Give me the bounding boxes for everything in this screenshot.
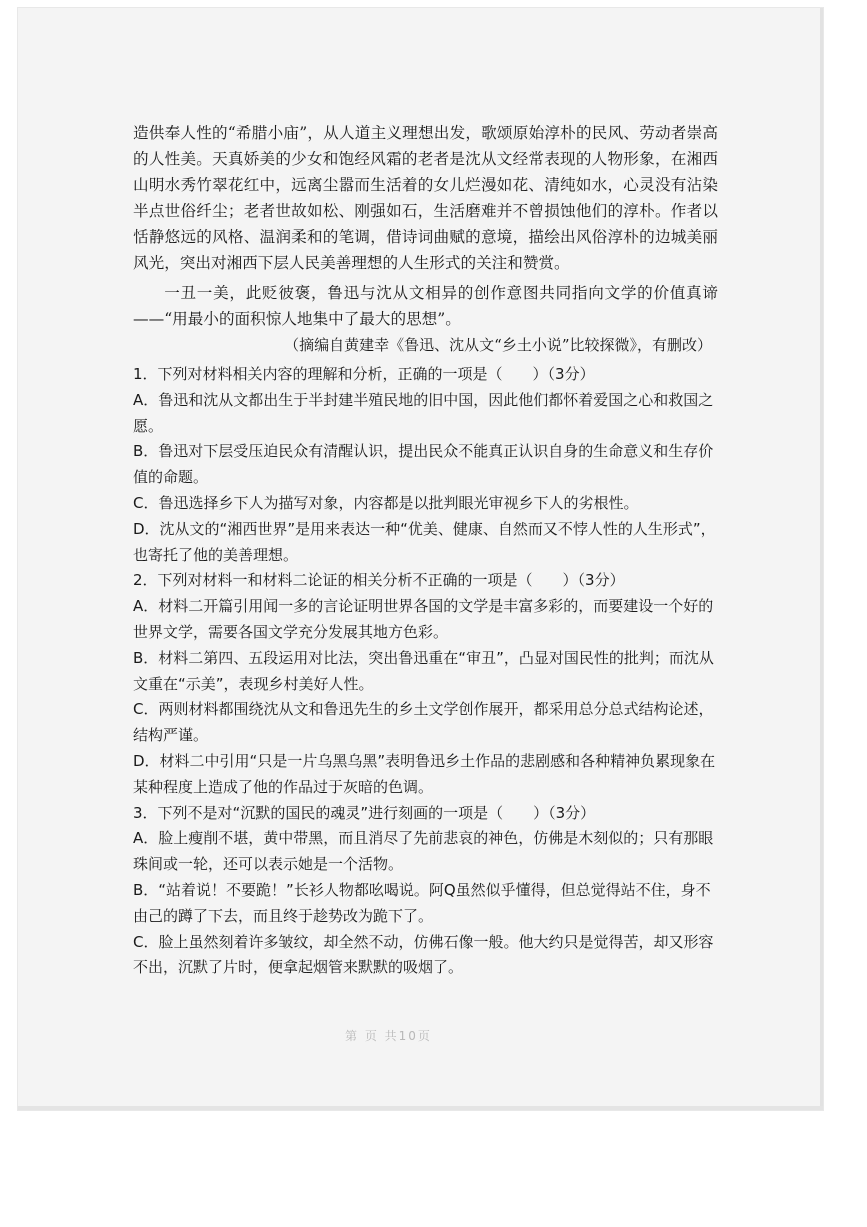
document-body bbox=[133, 120, 718, 981]
option-c: C．脸上虽然刻着许多皱纹，却全然不动，仿佛石像一般。他大约只是觉得苦，却又形容不出，沉默了片时，便拿起烟管来默默的吸烟了。 bbox=[133, 932, 714, 977]
option-c: C．鲁迅选择乡下人为描写对象，内容都是以批判眼光审视乡下人的劣根性。 bbox=[133, 493, 639, 512]
question-2 bbox=[133, 568, 718, 800]
option-a: A．鲁迅和沈从文都出生于半封建半殖民地的旧中国，因此他们都怀着爱国之心和救国之愿。 bbox=[133, 390, 714, 435]
question-stem: 2．下列对材料一和材料二论证的相关分析不正确的一项是（ ）（3分） bbox=[133, 571, 625, 590]
page-edge-shadow bbox=[820, 8, 823, 1110]
option-d: D．材料二中引用“只是一片乌黑乌黑”表明鲁迅乡土作品的悲剧感和各种精神负累现象在某种程度上造成了他的作品过于灰暗的色调。 bbox=[133, 751, 716, 796]
option-c: C．两则材料都围绕沈从文和鲁迅先生的乡土文学创作展开，都采用总分总式结构论述，结构严谨。 bbox=[133, 700, 714, 745]
option-d: D．沈从文的“湘西世界”是用来表达一种“优美、健康、自然而又不悖人性的人生形式”，也寄托了他的美善理想。 bbox=[133, 519, 716, 564]
question-1 bbox=[133, 362, 718, 568]
option-a: A．材料二开篇引用闻一多的言论证明世界各国的文学是丰富多彩的，而要建设一个好的世界文学，需要各国文学充分发展其地方色彩。 bbox=[133, 597, 714, 641]
option-b: B．“站着说！不要跪！”长衫人物都吆喝说。阿Q虽然似乎懂得，但总觉得站不住，身不由己的蹲了下去，而且终于趁势改为跪下了。 bbox=[133, 880, 711, 925]
question-stem: 1．下列对材料相关内容的理解和分析，正确的一项是（ ）（3分） bbox=[133, 365, 595, 383]
option-b: B．鲁迅对下层受压迫民众有清醒认识，提出民众不能真正认识自身的生命意义和生存价值的命题。 bbox=[133, 442, 714, 487]
page-edge-shadow-bottom bbox=[18, 1106, 823, 1110]
passage-source: （摘编自黄建幸《鲁迅、沈从文“乡土小说”比较探微》，有删改） bbox=[284, 336, 712, 354]
question-stem: 3．下列不是对“沉默的国民的魂灵”进行刻画的一项是（ ）（3分） bbox=[133, 803, 596, 822]
page-footer: 第 页 共10页 bbox=[345, 1029, 432, 1043]
passage-paragraph-2: 一丑一美，此贬彼褒，鲁迅与沈从文相异的创作意图共同指向文学的价值真谛——“用最小的面积惊人地集中了最大的思想”。 bbox=[133, 284, 718, 328]
option-a: A．脸上瘦削不堪，黄中带黑，而且消尽了先前悲哀的神色，仿佛是木刻似的；只有那眼珠间或一轮，还可以表示她是一个活物。 bbox=[133, 829, 714, 874]
passage-paragraph-1: 造供奉人性的“希腊小庙”，从人道主义理想出发，歌颂原始淳朴的民风、劳动者崇高的人性美。天真娇美的少女和饱经风霜的老者是沈从文经常表现的人物形象，在湘西山明水秀竹翠花红中，远离尘嚣而生活着的女儿烂漫如花、清纯如水，心灵没有沾染半点世俗纤尘；老者世故如松、刚强如石，生活磨难并不曾损蚀他们的淳朴。作者以恬静悠远的风格、温润柔和的笔调，借诗词曲赋的意境，描绘出风俗淳朴的边城美丽风光，突出对湘西下层人民美善理想的人生形式的关注和赞赏。 bbox=[133, 124, 718, 272]
question-3 bbox=[133, 801, 718, 982]
option-b: B．材料二第四、五段运用对比法，突出鲁迅重在“审丑”，凸显对国民性的批判；而沈从文重在“示美”，表现乡村美好人性。 bbox=[133, 648, 714, 693]
